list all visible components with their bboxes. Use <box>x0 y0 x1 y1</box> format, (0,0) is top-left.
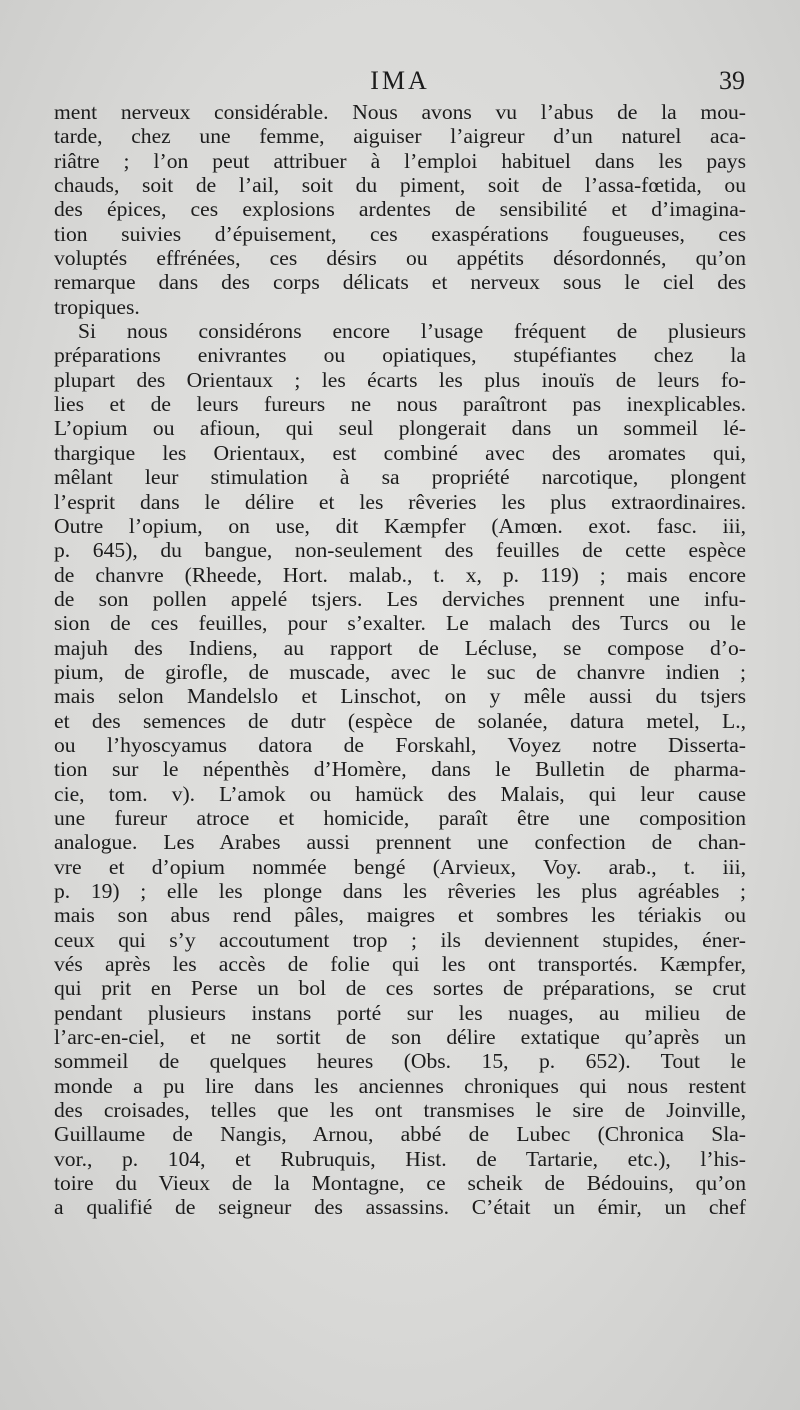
text-line: qui prit en Perse un bol de ces sortes de préparations, se crut <box>54 976 746 1001</box>
text-line: sommeil de quelques heures (Obs. 15, p. 652). Tout le <box>54 1049 746 1074</box>
text-line: remarque dans des corps délicats et nerveux sous le ciel des <box>54 270 746 295</box>
text-line: lies et de leurs fureurs ne nous paraîtront pas inexplicables. <box>54 392 746 417</box>
text-line: mêlant leur stimulation à sa propriété narcotique, plongent <box>54 465 746 490</box>
text-line: vre et d’opium nommée bengé (Arvieux, Voy. arab., t. iii, <box>54 854 746 879</box>
text-line: tarde, chez une femme, aiguiser l’aigreur d’un naturel aca- <box>54 124 746 149</box>
text-line: mais selon Mandelslo et Linschot, on y mêle aussi du tsjers <box>54 684 746 709</box>
text-line: voluptés effrénées, ces désirs ou appétits désordonnés, qu’on <box>54 246 746 271</box>
text-line: des croisades, telles que les ont transmises le sire de Joinville, <box>54 1098 746 1123</box>
text-line: Guillaume de Nangis, Arnou, abbé de Lubec (Chronica Sla- <box>54 1122 746 1147</box>
text-line: chauds, soit de l’ail, soit du piment, soit de l’assa-fœtida, ou <box>54 173 746 198</box>
text-line: pendant plusieurs instans porté sur les nuages, au milieu de <box>54 1000 746 1025</box>
text-line: et des semences de dutr (espèce de solanée, datura metel, L., <box>54 708 746 733</box>
text-line: mais son abus rend pâles, maigres et sombres les tériakis ou <box>54 903 746 928</box>
text-line: plupart des Orientaux ; les écarts les plus inouïs de leurs fo- <box>54 367 746 392</box>
text-line: analogue. Les Arabes aussi prennent une confection de chan- <box>54 830 746 855</box>
text-line: de chanvre (Rheede, Hort. malab., t. x, p. 119) ; mais encore <box>54 562 746 587</box>
text-line: p. 19) ; elle les plonge dans les rêveries les plus agréables ; <box>54 879 746 903</box>
text-line: ou l’hyoscyamus datora de Forskahl, Voyez notre Disserta- <box>54 732 746 757</box>
body-text <box>54 100 746 1220</box>
text-line: préparations enivrantes ou opiatiques, stupéfiantes chez la <box>54 343 746 368</box>
text-line: tion sur le népenthès d’Homère, dans le Bulletin de pharma- <box>54 757 746 782</box>
text-line: ceux qui s’y accoutument trop ; ils deviennent stupides, éner- <box>54 927 746 952</box>
text-line: de son pollen appelé tsjers. Les derviches prennent une infu- <box>54 586 746 611</box>
text-line: p. 645), du bangue, non-seulement des feuilles de cette espèce <box>54 538 746 563</box>
text-line: cie, tom. v). L’amok ou hamück des Malais, qui leur cause <box>54 781 746 806</box>
text-line: vor., p. 104, et Rubruquis, Hist. de Tartarie, etc.), l’his- <box>54 1146 746 1171</box>
text-line: tropiques. <box>54 294 140 319</box>
text-line: tion suivies d’épuisement, ces exaspérations fougueuses, ces <box>54 221 746 246</box>
text-line: toire du Vieux de la Montagne, ce scheik de Bédouins, qu’on <box>54 1171 746 1196</box>
text-line: l’arc-en-ciel, et ne sortit de son délire extatique qu’après un <box>54 1025 746 1050</box>
text-line: Si nous considérons encore l’usage fréquent de plusieurs <box>78 319 746 344</box>
text-line: a qualifié de seigneur des assassins. C’était un émir, un chef <box>54 1195 746 1220</box>
text-line: monde a pu lire dans les anciennes chroniques qui nous restent <box>54 1073 746 1098</box>
text-line: pium, de girofle, de muscade, avec le suc de chanvre indien ; <box>54 659 746 684</box>
text-line: majuh des Indiens, au rapport de Lécluse, se compose d’o- <box>54 635 746 660</box>
text-line: Outre l’opium, on use, dit Kæmpfer (Amœn. exot. fasc. iii, <box>54 513 746 538</box>
text-line: des épices, ces explosions ardentes de sensibilité et d’imagina- <box>54 197 746 222</box>
text-line: ment nerveux considérable. Nous avons vu l’abus de la mou- <box>54 100 746 124</box>
text-line: riâtre ; l’on peut attribuer à l’emploi habituel dans les pays <box>54 148 746 173</box>
text-line: vés après les accès de folie qui les ont transportés. Kæmpfer, <box>54 952 746 977</box>
running-title: IMA <box>370 66 430 95</box>
page-number: 39 <box>719 66 745 95</box>
text-line: sion de ces feuilles, pour s’exalter. Le malach des Turcs ou le <box>54 611 746 636</box>
text-line: une fureur atroce et homicide, paraît être une composition <box>54 805 746 830</box>
text-line: l’esprit dans le délire et les rêveries les plus extraordinaires. <box>54 489 746 514</box>
page-header <box>55 66 745 102</box>
text-line: L’opium ou afioun, qui seul plongerait dans un sommeil lé- <box>54 416 746 441</box>
text-line: thargique les Orientaux, est combiné avec des aromates qui, <box>54 440 746 465</box>
